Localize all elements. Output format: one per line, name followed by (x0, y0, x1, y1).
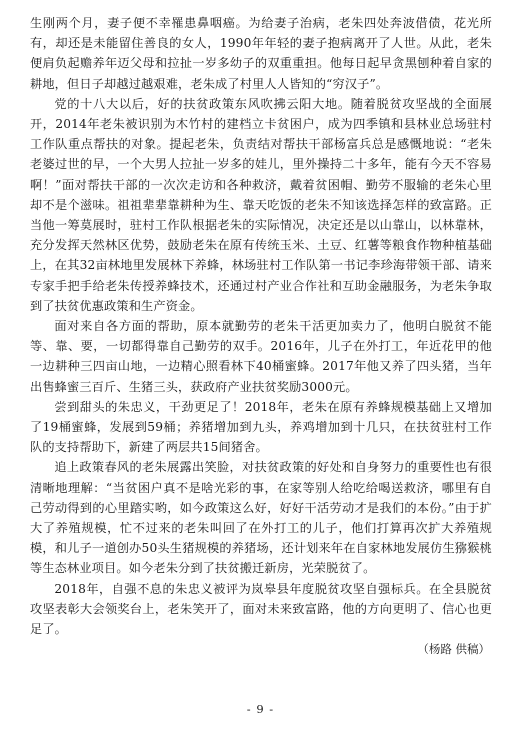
paragraph-4: 尝到甜头的朱忠义，干劲更足了！2018年，老朱在原有养蜂规模基础上又增加了19桶蜜蜂，发展到59桶；养猪增加到九头，养鸡增加到十几只，在扶贫驻村工作队的支持帮助下，新建了两层共15间猪舍。 (30, 399, 492, 455)
article-body (30, 13, 492, 659)
paragraph-2: 党的十八大以后，好的扶贫政策东风吹拂云阳大地。随着脱贫攻坚战的全面展开，2014年老朱被识别为木竹村的建档立卡贫困户，成为四季镇和县林业总场驻村工作队重点帮扶的对象。提起老朱，负责结对帮扶干部杨富兵总是感慨地说：“老朱老婆过世的早，一个大男人拉扯一岁多的娃儿，里外操持二十多年，能有今天不容易啊！”面对帮扶干部的一次次走访和各种救济，戴着贫困帽、勤劳不服输的老朱心里却不是个滋味。祖祖辈辈靠耕种为生、靠天吃饭的老朱不知该选择怎样的致富路。正当他一筹莫展时，驻村工作队根据老朱的实际情况，决定还是以山靠山，以林靠林，充分发挥天然林区优势，鼓励老朱在原有传统玉米、土豆、红薯等粮食作物种植基础上，在其32亩林地里发展林下养蜂，林场驻村工作队第一书记李珍海带领干部、请来专家手把手给老朱传授养蜂技术，还通过村产业合作社和互助金融服务，为老朱争取到了扶贫优惠政策和生产资金。 (30, 96, 492, 313)
paragraph-1: 生刚两个月，妻子便不幸罹患鼻咽癌。为给妻子治病，老朱四处奔波借债，花光所有，却还是未能留住善良的女人，1990年年轻的妻子抱病离开了人世。从此，老朱便肩负起赡养年迈父母和拉扯一岁多幼子的双重重担。他每日起早贪黑刨种着自家的耕地，但日子却越过越艰难，老朱成了村里人人皆知的“穷汉子”。 (30, 16, 492, 91)
paragraph-3: 面对来自各方面的帮助，原本就勤劳的老朱干活更加卖力了，他明白脱贫不能等、靠、要，一切都得靠自己勤劳的双手。2016年，儿子在外打工，年近花甲的他一边耕种三四亩山地，一边精心照看林下40桶蜜蜂。2017年他又养了四头猪，当年出售蜂蜜三百斤、生猪三头，获政府产业扶贫奖励3000元。 (30, 319, 492, 394)
byline: （杨路 供稿） (417, 642, 490, 657)
paragraph-6: 2018年，自强不息的朱忠义被评为岚皋县年度脱贫攻坚自强标兵。在全县脱贫攻坚表彰大会领奖台上，老朱笑开了，面对未来致富路，他的方向更明了、信心也更足了。 (30, 581, 492, 637)
paragraph-5: 追上政策春风的老朱展露出笑脸，对扶贫政策的好处和自身努力的重要性也有很清晰地理解：“当贫困户真不是啥光彩的事，在家等别人给吃给喝送救济，哪里有自己劳动得到的心里踏实哟，如今政策这么好，好好干活劳动才是我们的本份。”由于扩大了养殖规模，忙不过来的老朱叫回了在外打工的儿子，他们打算再次扩大养殖规模，和儿子一道创办50头生猪规模的养猪场，还计划来年在自家林地发展仿生猕猴桃等生态林业项目。如今老朱分到了扶贫搬迁新房，光荣脱贫了。 (30, 460, 492, 576)
page-number: - 9 - (246, 702, 275, 716)
